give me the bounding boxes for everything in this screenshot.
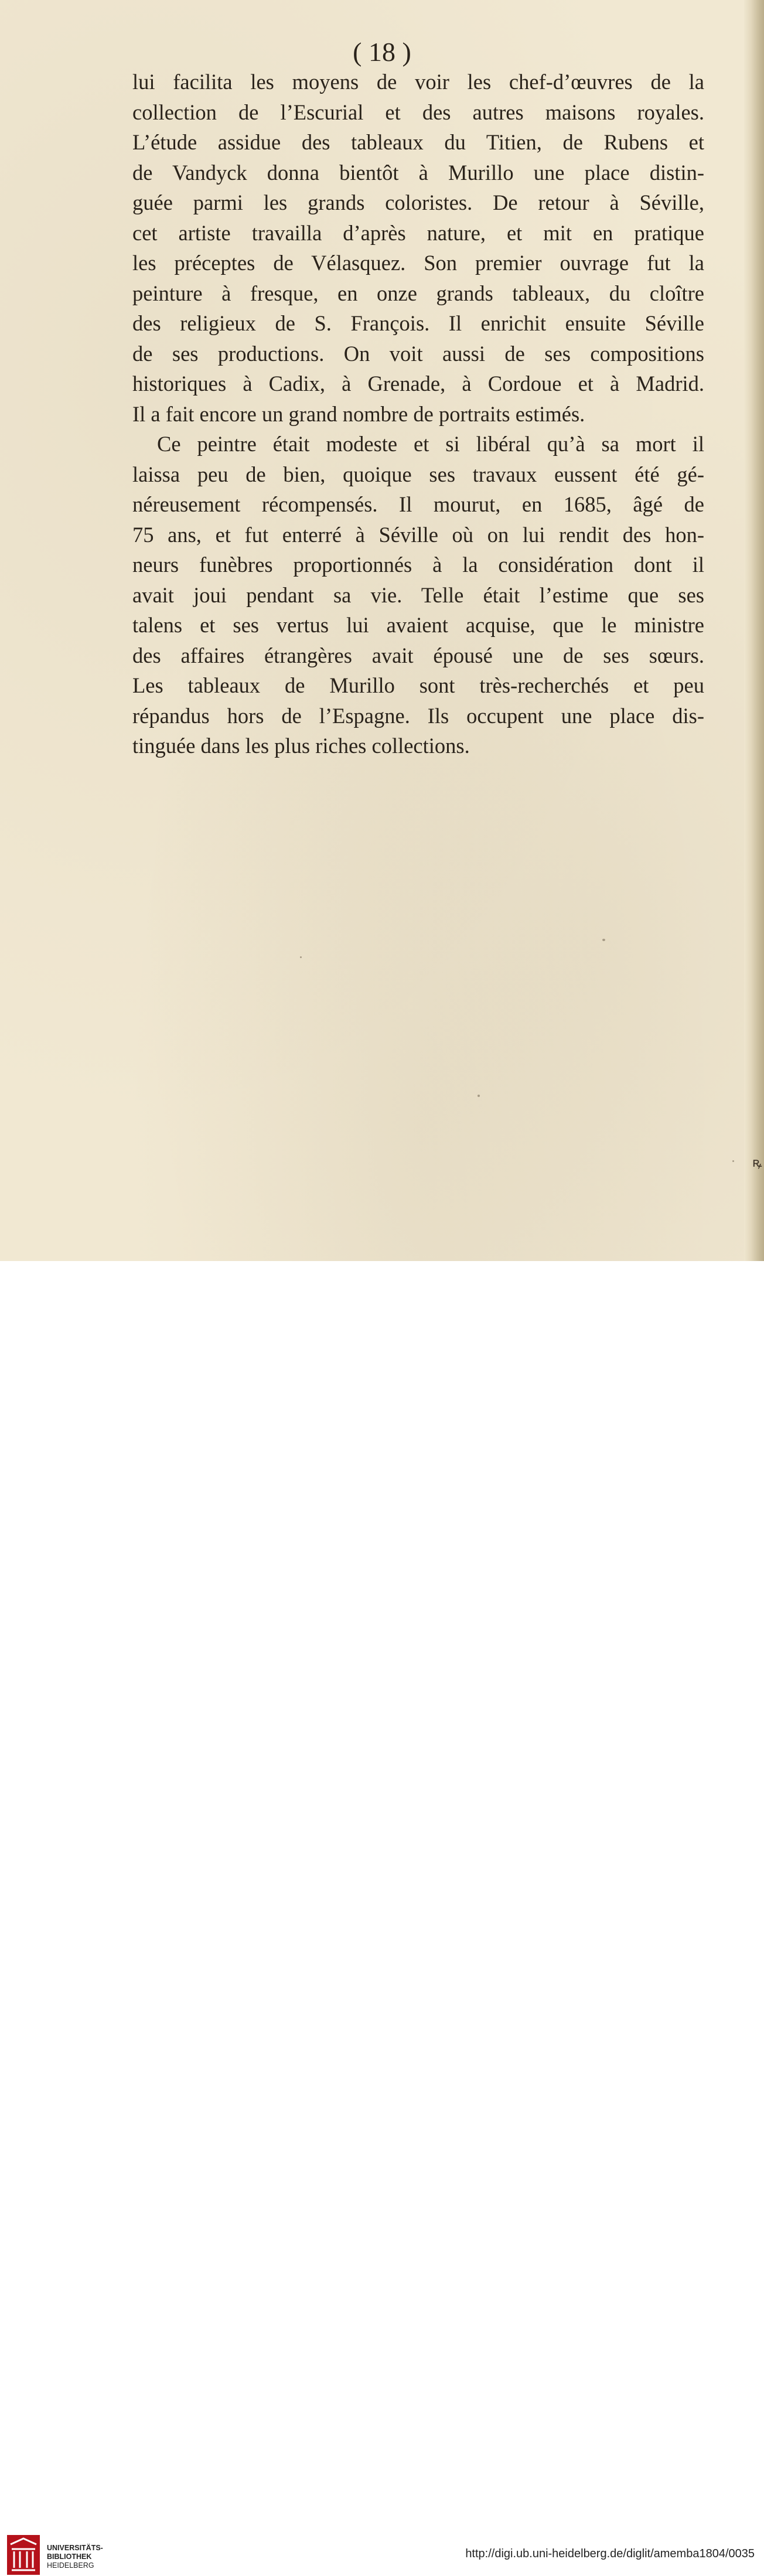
footer-bar [0,1261,764,2570]
text-line: des religieux de S. François. Il enrichit ensuite Séville [132,311,704,335]
text-line: répandus hors de l’Espagne. Ils occupent une place dis- [132,703,704,728]
paragraph-1 [132,67,704,429]
library-name-line: HEIDELBERG [47,2561,94,2570]
paper-speck [732,1160,734,1162]
library-name-line: BIBLIOTHEK [47,2553,92,2561]
text-line: talens et ses vertus lui avaient acquise, que le ministre [132,613,704,637]
text-line: de Vandyck donna bientôt à Murillo une place distin- [132,160,704,185]
source-url-link[interactable]: http://digi.ub.uni-heidelberg.de/diglit/amemba1804/0035 [465,2547,755,2560]
library-name-line: UNIVERSITÄTS- [47,2544,103,2552]
page-number: ( 18 ) [353,37,411,67]
text-line: guée parmi les grands coloristes. De retour à Séville, [132,190,704,214]
library-logo-icon [6,2534,41,2576]
text-line: néreusement récompensés. Il mourut, en 1685, âgé de [132,492,704,516]
text-line: 75 ans, et fut enterré à Séville où on lui rendit des hon- [132,522,704,547]
scanned-page [0,0,764,1261]
text-line: lui facilita les moyens de voir les chef-d’œuvres de la [132,70,704,94]
text-line: laissa peu de bien, quoique ses travaux eussent été gé- [132,462,704,486]
text-line: collection de l’Escurial et des autres maisons royales. [132,100,704,124]
text-line: neurs funèbres proportionnés à la considération dont il [132,553,704,577]
text-line: L’étude assidue des tableaux du Titien, de Rubens et [132,130,704,154]
text-line: historiques à Cadix, à Grenade, à Cordoue et à Madrid. [132,372,704,396]
margin-mark: ꝶ [752,1155,762,1170]
paper-speck [477,1095,480,1097]
text-line: Il a fait encore un grand nombre de portraits estimés. [132,401,585,426]
text-line: les préceptes de Vélasquez. Son premier ouvrage fut la [132,251,704,275]
text-line: des affaires étrangères avait épousé une de ses sœurs. [132,643,704,667]
paper-speck [602,939,605,941]
page-spine-shadow [744,0,764,1261]
page-text [132,67,704,761]
library-name [47,2544,103,2570]
text-line: de ses productions. On voit aussi de ses compositions [132,341,704,366]
text-line: avait joui pendant sa vie. Telle était l’estime que ses [132,582,704,607]
text-line: cet artiste travailla d’après nature, et mit en pratique [132,220,704,245]
paper-speck [300,956,302,958]
text-line: peinture à fresque, en onze grands tableaux, du cloître [132,281,704,305]
text-line: tinguée dans les plus riches collections. [132,734,470,758]
text-line: Ce peintre était modeste et si libéral qu’à sa mort il [157,432,704,456]
paragraph-2 [132,429,704,761]
text-line: Les tableaux de Murillo sont très-recherchés et peu [132,673,704,697]
